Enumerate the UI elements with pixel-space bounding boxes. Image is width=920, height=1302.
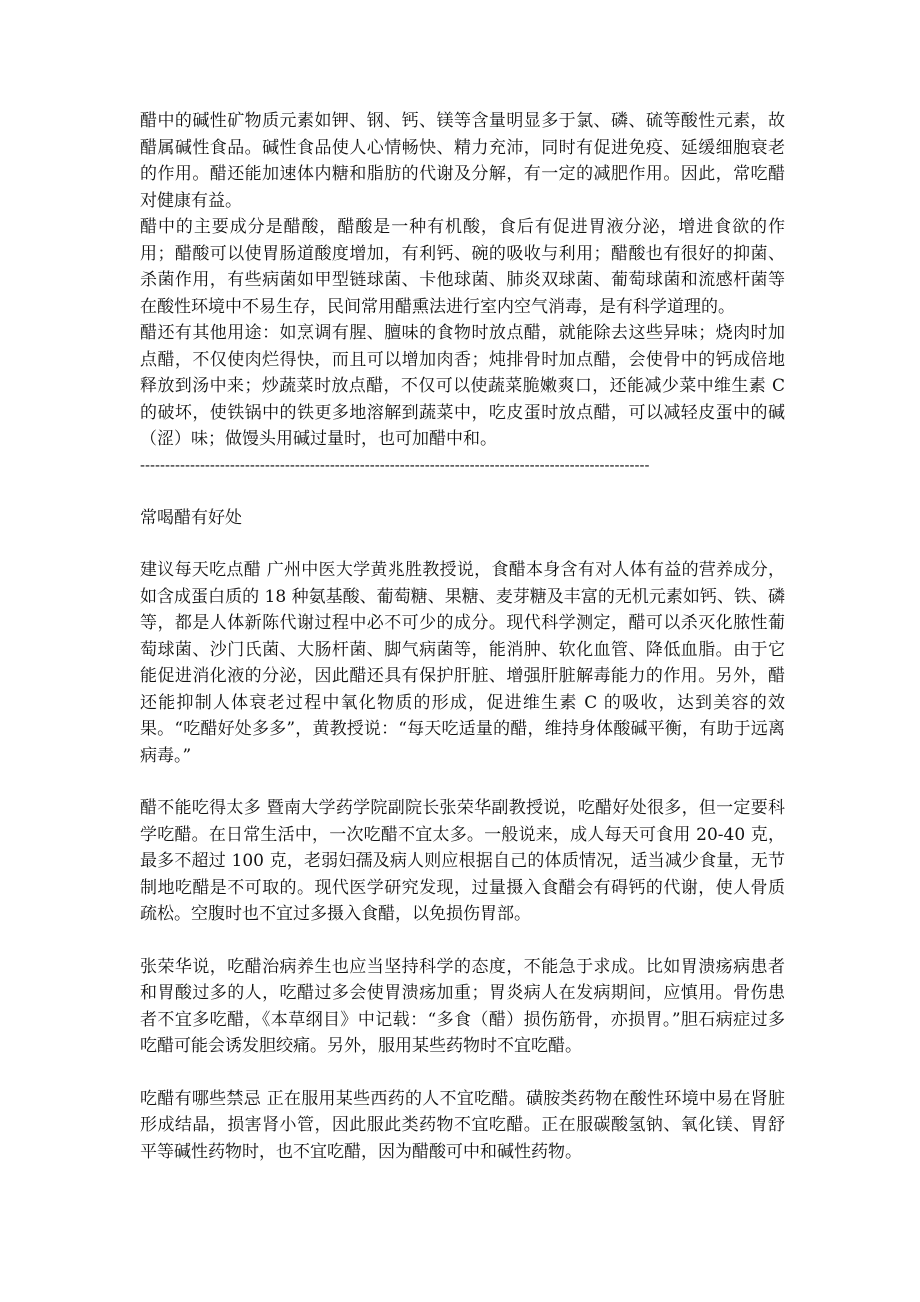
- paragraph-daily-vinegar: 建议每天吃点醋 广州中医大学黄兆胜教授说，食醋本身含有对人体有益的营养成分，如含成蛋白质的 18 种氨基酸、葡萄糖、果糖、麦芽糖及丰富的无机元素如钙、铁、磷等，都是人体新陈代谢过程中必不可少的成分。现代科学测定，醋可以杀灭化脓性葡萄球菌、沙门氏菌、大肠杆菌、脚气病菌等，能消肿、软化血管、降低血脂。由于它能促进消化液的分泌，因此醋还具有保护肝脏、增强肝脏解毒能力的作用。另外，醋还能抑制人体衰老过程中氧化物质的形成，促进维生素 C 的吸收，达到美容的效果。“吃醋好处多多”，黄教授说：“每天吃适量的醋，维持身体酸碱平衡，有助于远离病毒。”: [140, 560, 785, 766]
- spacer: [140, 479, 785, 505]
- paragraph-alkaline-minerals: 醋中的碱性矿物质元素如钾、钢、钙、镁等含量明显多于氯、磷、硫等酸性元素，故醋属碱性食品。碱性食品使人心情畅快、精力充沛，同时有促进免疫、延缓细胞衰老的作用。醋还能加速体内糖和脂肪的代谢及分解，有一定的减肥作用。因此，常吃醋对健康有益。: [140, 111, 785, 211]
- paragraph-acetic-acid: 醋中的主要成分是醋酸，醋酸是一种有机酸，食后有促进胃液分泌，增进食欲的作用；醋酸可以使胃肠道酸度增加，有利钙、碗的吸收与利用；醋酸也有很好的抑菌、杀菌作用，有些病菌如甲型链球菌、卡他球菌、肺炎双球菌、葡萄球菌和流感杆菌等在酸性环境中不易生存，民间常用醋熏法进行室内空气消毒，是有科学道理的。: [140, 217, 785, 317]
- spacer: [140, 769, 785, 795]
- document-body: [140, 108, 785, 1165]
- paragraph-not-too-much: 醋不能吃得太多 暨南大学药学院副院长张荣华副教授说，吃醋好处很多，但一定要科学吃醋。在日常生活中，一次吃醋不宜太多。一般说来，成人每天可食用 20-40 克，最多不超过 100 克，老弱妇孺及病人则应根据自己的体质情况，适当减少食量，无节制地吃醋是不可取的。现代医学研究发现，过量摄入食醋会有碍钙的代谢，使人骨质疏松。空腹时也不宜过多摄入食醋，以免损伤胃部。: [140, 798, 785, 924]
- spacer: [140, 531, 785, 557]
- separator-line: ------------------------------------------------------------------------------------------------------: [140, 456, 650, 474]
- paragraph-other-uses: 醋还有其他用途：如烹调有腥、膻味的食物时放点醋，就能除去这些异味；烧肉时加点醋，不仅使肉烂得快，而且可以增加肉香；炖排骨时加点醋，会使骨中的钙成倍地释放到汤中来；炒蔬菜时放点醋，不仅可以使蔬菜脆嫩爽口，还能减少菜中维生素 C 的破坏，使铁锅中的铁更多地溶解到蔬菜中，吃皮蛋时放点醋，可以减轻皮蛋中的碱（涩）味；做馒头用碱过量时，也可加醋中和。: [140, 323, 785, 449]
- section-title: 常喝醋有好处: [140, 507, 242, 528]
- spacer: [140, 928, 785, 954]
- paragraph-taboos: 吃醋有哪些禁忌 正在服用某些西药的人不宜吃醋。磺胺类药物在酸性环境中易在肾脏形成结晶，损害肾小管，因此服此类药物不宜吃醋。正在服碳酸氢钠、氧化镁、胃舒平等碱性药物时，也不宜吃醋，因为醋酸可中和碱性药物。: [140, 1088, 785, 1162]
- paragraph-scientific-attitude: 张荣华说，吃醋治病养生也应当坚持科学的态度，不能急于求成。比如胃溃疡病患者和胃酸过多的人，吃醋过多会使胃溃疡加重；胃炎病人在发病期间，应慎用。骨伤患者不宜多吃醋，《本草纲目》中记载：“多食（醋）损伤筋骨，亦损胃。”胆石病症过多吃醋可能会诱发胆绞痛。另外，服用某些药物时不宜吃醋。: [140, 956, 785, 1056]
- spacer: [140, 1060, 785, 1086]
